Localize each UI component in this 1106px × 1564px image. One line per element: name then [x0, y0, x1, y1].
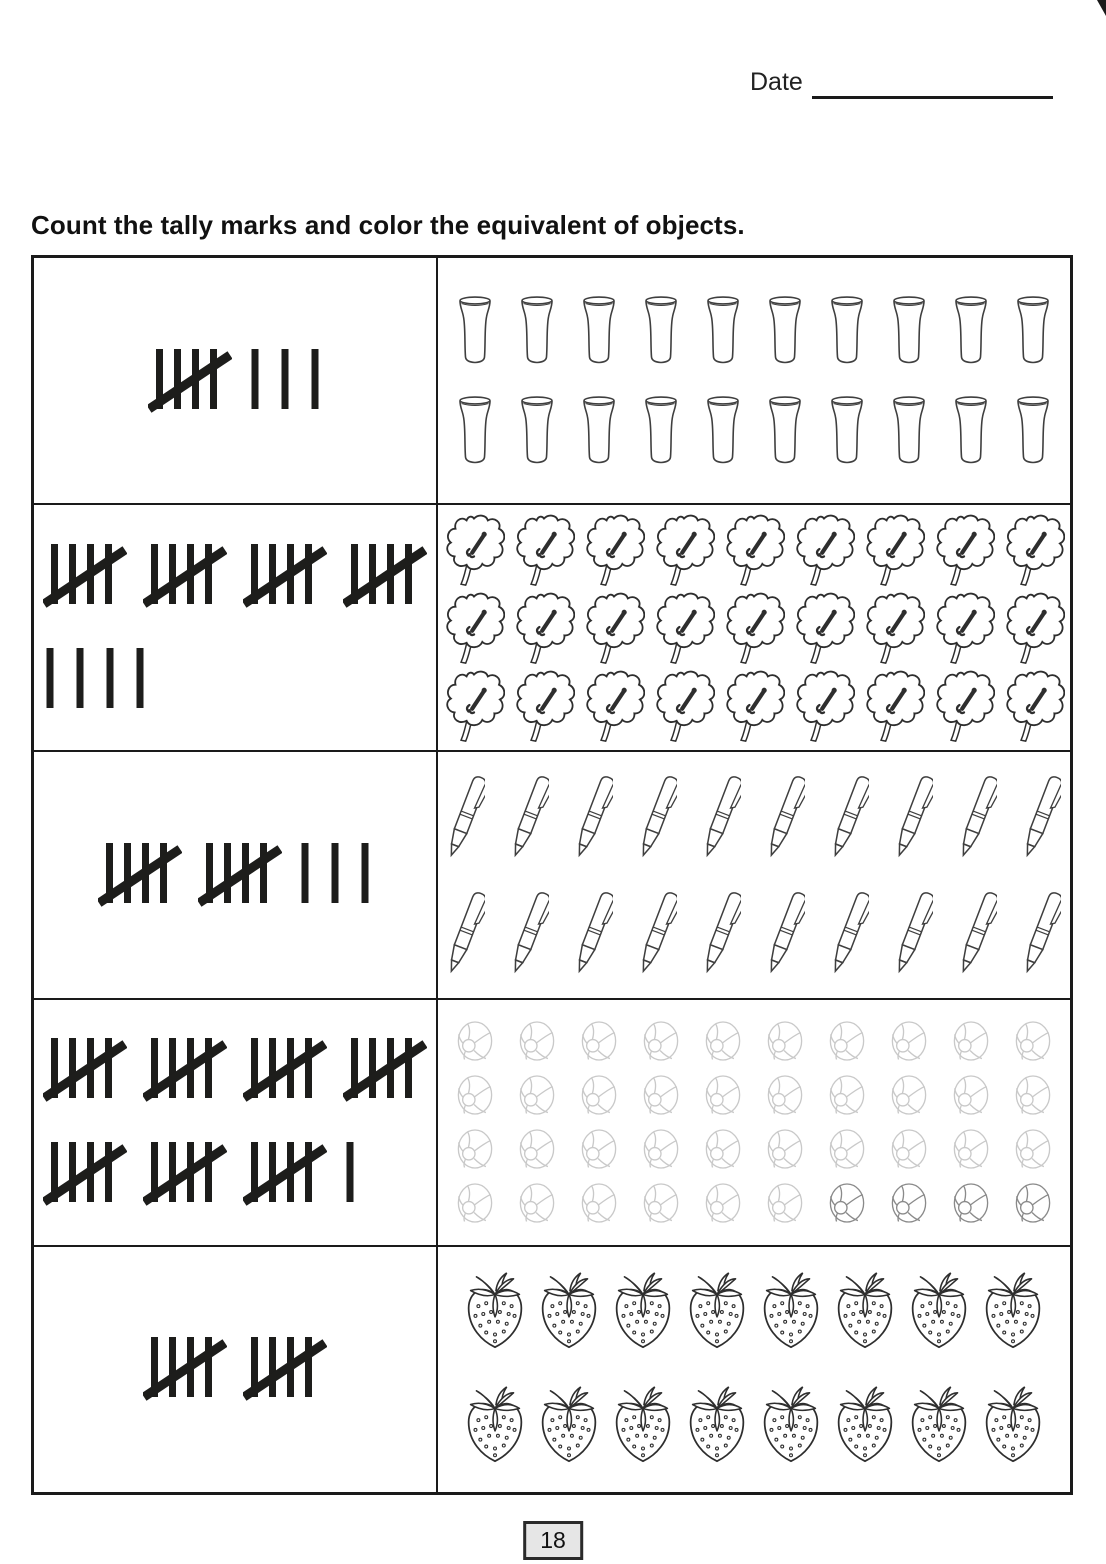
drinking-glass-icon[interactable] [520, 395, 554, 467]
hibiscus-flower-icon[interactable] [933, 669, 995, 743]
beach-ball-icon[interactable] [518, 1020, 556, 1062]
beach-ball-icon[interactable] [580, 1128, 618, 1170]
drinking-glass-icon[interactable] [458, 395, 492, 467]
date-row [750, 68, 803, 97]
table-row [34, 1247, 1070, 1492]
tally-marks-group [43, 1034, 427, 1210]
beach-ball-icon[interactable] [456, 1074, 494, 1116]
object-grid [447, 771, 1061, 979]
tally-line [43, 540, 427, 612]
tally-five-mark [343, 540, 427, 612]
beach-ball-icon[interactable] [580, 1182, 618, 1224]
objects-cell [438, 505, 1070, 750]
beach-ball-icon[interactable] [952, 1074, 990, 1116]
tally-five-mark [243, 540, 327, 612]
drinking-glass-icon[interactable] [768, 295, 802, 367]
beach-ball-icon[interactable] [952, 1182, 990, 1224]
strawberry-icon[interactable] [980, 1271, 1046, 1353]
hibiscus-flower-icon[interactable] [793, 513, 855, 587]
object-row [456, 1182, 1052, 1224]
tally-marks-group [98, 839, 372, 911]
hibiscus-flower-icon[interactable] [933, 591, 995, 665]
table-row [34, 752, 1070, 999]
drinking-glass-icon[interactable] [830, 395, 864, 467]
hibiscus-flower-icon[interactable] [793, 669, 855, 743]
beach-ball-icon[interactable] [704, 1182, 742, 1224]
tally-one-mark [133, 644, 147, 716]
beach-ball-icon[interactable] [580, 1020, 618, 1062]
beach-ball-icon[interactable] [890, 1128, 928, 1170]
beach-ball-icon[interactable] [1014, 1182, 1052, 1224]
strawberry-icon[interactable] [462, 1385, 528, 1467]
beach-ball-icon[interactable] [828, 1020, 866, 1062]
objects-cell [438, 752, 1070, 997]
table-row [34, 1000, 1070, 1247]
drinking-glass-icon[interactable] [954, 295, 988, 367]
beach-ball-icon[interactable] [704, 1128, 742, 1170]
ballpoint-pen-icon[interactable] [511, 887, 549, 979]
hibiscus-flower-icon[interactable] [723, 591, 785, 665]
table-row [34, 505, 1070, 752]
drinking-glass-icon[interactable] [954, 395, 988, 467]
beach-ball-icon[interactable] [518, 1128, 556, 1170]
beach-ball-icon[interactable] [580, 1074, 618, 1116]
ballpoint-pen-icon[interactable] [575, 771, 613, 863]
beach-ball-icon[interactable] [642, 1074, 680, 1116]
ballpoint-pen-icon[interactable] [511, 771, 549, 863]
hibiscus-flower-icon[interactable] [513, 513, 575, 587]
tally-cell [34, 505, 438, 750]
object-row [443, 513, 1065, 587]
tally-five-mark [148, 345, 232, 417]
drinking-glass-icon[interactable] [706, 295, 740, 367]
worksheet-table [31, 255, 1073, 1495]
object-row [462, 1385, 1046, 1467]
tally-marks-group [148, 345, 322, 417]
table-row [34, 258, 1070, 505]
object-row [458, 395, 1050, 467]
strawberry-icon[interactable] [906, 1385, 972, 1467]
tally-five-mark [143, 1034, 227, 1106]
strawberry-icon[interactable] [832, 1271, 898, 1353]
beach-ball-icon[interactable] [766, 1074, 804, 1116]
tally-five-mark [43, 1034, 127, 1106]
ballpoint-pen-icon[interactable] [831, 771, 869, 863]
beach-ball-icon[interactable] [890, 1182, 928, 1224]
ballpoint-pen-icon[interactable] [703, 887, 741, 979]
beach-ball-icon[interactable] [766, 1128, 804, 1170]
tally-five-mark [43, 540, 127, 612]
object-grid [443, 513, 1065, 743]
tally-five-mark [243, 1034, 327, 1106]
ballpoint-pen-icon[interactable] [703, 771, 741, 863]
hibiscus-flower-icon[interactable] [933, 513, 995, 587]
drinking-glass-icon[interactable] [458, 295, 492, 367]
hibiscus-flower-icon[interactable] [1003, 591, 1065, 665]
ballpoint-pen-icon[interactable] [447, 771, 485, 863]
drinking-glass-icon[interactable] [706, 395, 740, 467]
beach-ball-icon[interactable] [456, 1020, 494, 1062]
beach-ball-icon[interactable] [766, 1020, 804, 1062]
tally-one-mark [103, 644, 117, 716]
date-label: Date [750, 68, 803, 96]
tally-marks-group [43, 540, 427, 716]
ballpoint-pen-icon[interactable] [959, 771, 997, 863]
strawberry-icon[interactable] [536, 1271, 602, 1353]
hibiscus-flower-icon[interactable] [863, 513, 925, 587]
tally-cell [34, 1247, 438, 1492]
ballpoint-pen-icon[interactable] [895, 887, 933, 979]
hibiscus-flower-icon[interactable] [1003, 669, 1065, 743]
hibiscus-flower-icon[interactable] [443, 669, 505, 743]
beach-ball-icon[interactable] [766, 1182, 804, 1224]
tally-one-mark [343, 1138, 357, 1210]
beach-ball-icon[interactable] [456, 1128, 494, 1170]
tally-one-mark [248, 345, 262, 417]
beach-ball-icon[interactable] [828, 1128, 866, 1170]
ballpoint-pen-icon[interactable] [1023, 771, 1061, 863]
date-fill-in-line[interactable] [812, 96, 1053, 99]
object-grid [462, 1271, 1046, 1467]
hibiscus-flower-icon[interactable] [653, 513, 715, 587]
beach-ball-icon[interactable] [456, 1182, 494, 1224]
object-row [443, 669, 1065, 743]
ballpoint-pen-icon[interactable] [575, 887, 613, 979]
objects-cell [438, 1247, 1070, 1492]
strawberry-icon[interactable] [610, 1271, 676, 1353]
object-row [447, 887, 1061, 979]
objects-cell [438, 1000, 1070, 1245]
tally-line [43, 1034, 427, 1106]
object-row [443, 591, 1065, 665]
objects-cell [438, 258, 1070, 503]
tally-five-mark [243, 1333, 327, 1405]
hibiscus-flower-icon[interactable] [723, 513, 785, 587]
ballpoint-pen-icon[interactable] [767, 771, 805, 863]
beach-ball-icon[interactable] [704, 1020, 742, 1062]
beach-ball-icon[interactable] [518, 1074, 556, 1116]
hibiscus-flower-icon[interactable] [443, 591, 505, 665]
strawberry-icon[interactable] [462, 1271, 528, 1353]
beach-ball-icon[interactable] [890, 1074, 928, 1116]
tally-line [148, 345, 322, 417]
beach-ball-icon[interactable] [952, 1020, 990, 1062]
ballpoint-pen-icon[interactable] [767, 887, 805, 979]
object-grid [456, 1020, 1052, 1224]
beach-ball-icon[interactable] [518, 1182, 556, 1224]
object-row [447, 771, 1061, 863]
strawberry-icon[interactable] [684, 1385, 750, 1467]
ballpoint-pen-icon[interactable] [639, 771, 677, 863]
page-number: 18 [540, 1527, 566, 1553]
hibiscus-flower-icon[interactable] [583, 669, 645, 743]
tally-one-mark [298, 839, 312, 911]
tally-one-mark [73, 644, 87, 716]
beach-ball-icon[interactable] [642, 1128, 680, 1170]
scan-corner-artifact [1097, 0, 1106, 16]
beach-ball-icon[interactable] [704, 1074, 742, 1116]
beach-ball-icon[interactable] [1014, 1074, 1052, 1116]
tally-five-mark [43, 1138, 127, 1210]
hibiscus-flower-icon[interactable] [863, 669, 925, 743]
hibiscus-flower-icon[interactable] [653, 591, 715, 665]
tally-one-mark [328, 839, 342, 911]
beach-ball-icon[interactable] [642, 1020, 680, 1062]
strawberry-icon[interactable] [610, 1385, 676, 1467]
tally-five-mark [143, 540, 227, 612]
strawberry-icon[interactable] [832, 1385, 898, 1467]
ballpoint-pen-icon[interactable] [831, 887, 869, 979]
drinking-glass-icon[interactable] [892, 295, 926, 367]
drinking-glass-icon[interactable] [582, 395, 616, 467]
ballpoint-pen-icon[interactable] [639, 887, 677, 979]
object-row [462, 1271, 1046, 1353]
strawberry-icon[interactable] [536, 1385, 602, 1467]
drinking-glass-icon[interactable] [830, 295, 864, 367]
hibiscus-flower-icon[interactable] [793, 591, 855, 665]
hibiscus-flower-icon[interactable] [653, 669, 715, 743]
object-grid [458, 295, 1050, 467]
tally-cell [34, 752, 438, 997]
ballpoint-pen-icon[interactable] [959, 887, 997, 979]
drinking-glass-icon[interactable] [520, 295, 554, 367]
strawberry-icon[interactable] [758, 1385, 824, 1467]
object-row [456, 1074, 1052, 1116]
drinking-glass-icon[interactable] [1016, 295, 1050, 367]
tally-line [143, 1333, 327, 1405]
beach-ball-icon[interactable] [828, 1182, 866, 1224]
hibiscus-flower-icon[interactable] [863, 591, 925, 665]
tally-five-mark [343, 1034, 427, 1106]
tally-one-mark [358, 839, 372, 911]
object-row [456, 1020, 1052, 1062]
ballpoint-pen-icon[interactable] [447, 887, 485, 979]
tally-one-mark [308, 345, 322, 417]
hibiscus-flower-icon[interactable] [583, 513, 645, 587]
beach-ball-icon[interactable] [952, 1128, 990, 1170]
hibiscus-flower-icon[interactable] [723, 669, 785, 743]
hibiscus-flower-icon[interactable] [513, 669, 575, 743]
tally-cell [34, 1000, 438, 1245]
page-number-badge [523, 1521, 583, 1560]
tally-line [43, 644, 147, 716]
beach-ball-icon[interactable] [1014, 1020, 1052, 1062]
strawberry-icon[interactable] [684, 1271, 750, 1353]
tally-marks-group [143, 1333, 327, 1405]
strawberry-icon[interactable] [758, 1271, 824, 1353]
drinking-glass-icon[interactable] [644, 395, 678, 467]
hibiscus-flower-icon[interactable] [513, 591, 575, 665]
tally-five-mark [98, 839, 182, 911]
drinking-glass-icon[interactable] [892, 395, 926, 467]
hibiscus-flower-icon[interactable] [583, 591, 645, 665]
drinking-glass-icon[interactable] [644, 295, 678, 367]
object-row [458, 295, 1050, 367]
object-row [456, 1128, 1052, 1170]
tally-one-mark [278, 345, 292, 417]
beach-ball-icon[interactable] [890, 1020, 928, 1062]
tally-five-mark [243, 1138, 327, 1210]
ballpoint-pen-icon[interactable] [895, 771, 933, 863]
tally-five-mark [143, 1138, 227, 1210]
beach-ball-icon[interactable] [642, 1182, 680, 1224]
beach-ball-icon[interactable] [1014, 1128, 1052, 1170]
drinking-glass-icon[interactable] [582, 295, 616, 367]
tally-five-mark [143, 1333, 227, 1405]
ballpoint-pen-icon[interactable] [1023, 887, 1061, 979]
strawberry-icon[interactable] [980, 1385, 1046, 1467]
hibiscus-flower-icon[interactable] [1003, 513, 1065, 587]
drinking-glass-icon[interactable] [1016, 395, 1050, 467]
strawberry-icon[interactable] [906, 1271, 972, 1353]
tally-one-mark [43, 644, 57, 716]
tally-five-mark [198, 839, 282, 911]
tally-line [43, 1138, 357, 1210]
beach-ball-icon[interactable] [828, 1074, 866, 1116]
tally-cell [34, 258, 438, 503]
instruction-text: Count the tally marks and color the equivalent of objects. [31, 210, 745, 240]
hibiscus-flower-icon[interactable] [443, 513, 505, 587]
drinking-glass-icon[interactable] [768, 395, 802, 467]
tally-line [98, 839, 372, 911]
